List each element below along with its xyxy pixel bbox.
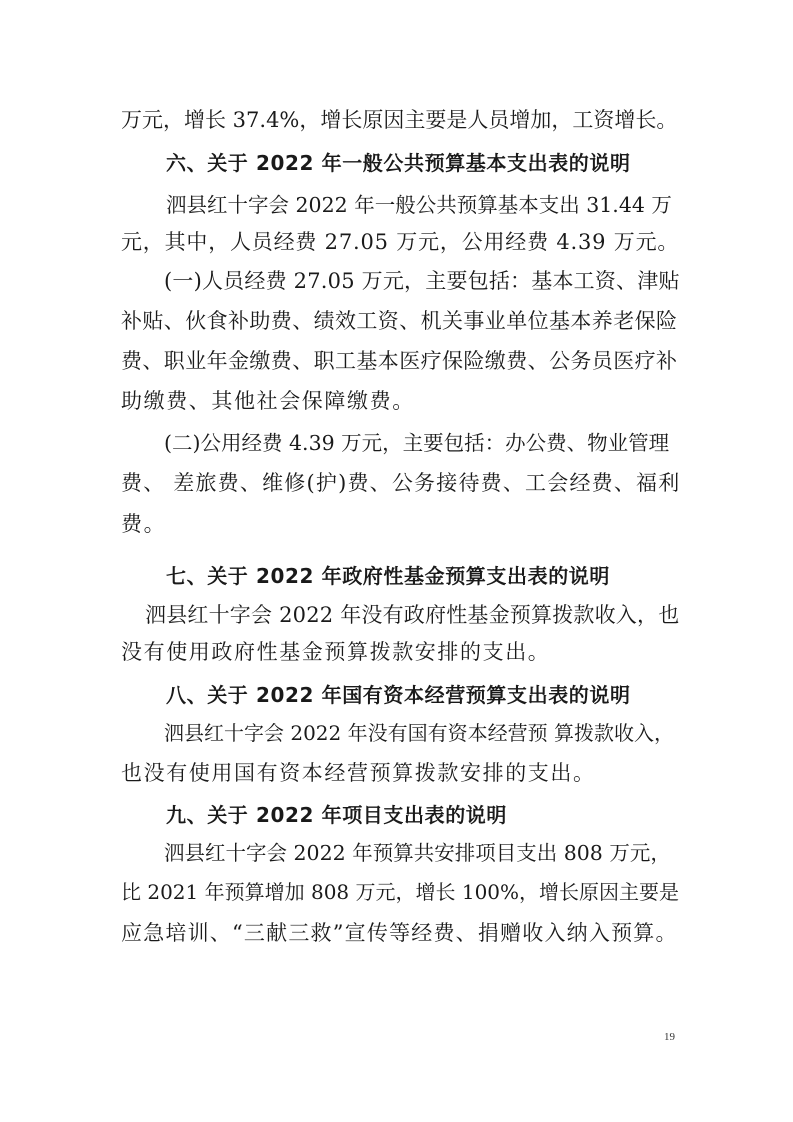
paragraph-line-personnel-costs: 助缴费、其他社会保障缴费。 <box>121 389 415 413</box>
paragraph-line-state-capital: 泗县红十字会 2022 年没有国有资本经营预 算拨款收入， <box>164 721 674 745</box>
section-heading-9: 九、关于 2022 年项目支出表的说明 <box>166 803 507 827</box>
paragraph-line-basic-expenditure: 元，其中，人员经费 27.05 万元，公用经费 4.39 万元。 <box>121 230 680 254</box>
paragraph-line-government-fund: 泗县红十字会 2022 年没有政府性基金预算拨款收入，也 <box>145 603 680 627</box>
page-number: 19 <box>664 1031 675 1043</box>
paragraph-line-personnel-costs: (一)人员经费 27.05 万元，主要包括：基本工资、津贴 <box>164 269 680 293</box>
paragraph-line-personnel-growth: 万元，增长 37.4%，增长原因主要是人员增加，工资增长。 <box>121 108 678 132</box>
paragraph-line-project-expenditure: 泗县红十字会 2022 年预算共安排项目支出 808 万元， <box>164 841 671 865</box>
paragraph-line-project-expenditure: 应急培训、“三献三救”宣传等经费、捐赠收入纳入预算。 <box>121 921 678 945</box>
section-heading-6: 六、关于 2022 年一般公共预算基本支出表的说明 <box>166 151 631 175</box>
paragraph-line-personnel-costs: 费、职业年金缴费、职工基本医疗保险缴费、公务员医疗补 <box>121 349 678 373</box>
paragraph-line-public-costs: (二)公用经费 4.39 万元，主要包括：办公费、物业管理 <box>164 431 670 455</box>
paragraph-line-state-capital: 也没有使用国有资本经营预算拨款安排的支出。 <box>121 761 596 785</box>
paragraph-line-basic-expenditure: 泗县红十字会 2022 年一般公共预算基本支出 31.44 万 <box>166 193 672 217</box>
paragraph-line-personnel-costs: 补贴、伙食补助费、绩效工资、机关事业单位基本养老保险 <box>121 309 678 333</box>
section-heading-7: 七、关于 2022 年政府性基金预算支出表的说明 <box>166 564 610 588</box>
section-heading-8: 八、关于 2022 年国有资本经营预算支出表的说明 <box>166 683 631 707</box>
paragraph-line-project-expenditure: 比 2021 年预算增加 808 万元，增长 100%，增长原因主要是 <box>121 880 680 904</box>
paragraph-line-government-fund: 没有使用政府性基金预算拨款安排的支出。 <box>121 640 551 664</box>
paragraph-line-public-costs: 费、 差旅费、维修(护)费、公务接待费、工会经费、福利 <box>121 471 681 495</box>
paragraph-line-public-costs: 费。 <box>121 512 167 536</box>
